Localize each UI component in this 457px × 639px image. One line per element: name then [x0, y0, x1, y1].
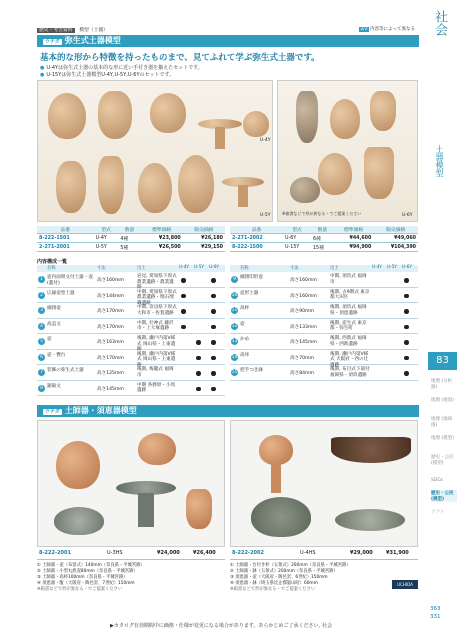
list-item: ② 土師器・小型丸底壺80mm（奈良県・平城宮跡） — [37, 569, 138, 574]
page-number-tab: 83 — [428, 352, 457, 370]
item-number: 14 — [231, 354, 238, 360]
note-badge: 2/2 — [360, 27, 368, 32]
item-name: 高杯 — [240, 306, 250, 311]
item-site: 中期, 壮神式 藤沢市・上大塚遺跡 — [137, 320, 174, 331]
price-sale: ¥49,060 — [373, 234, 418, 243]
model: U-15Y — [283, 243, 311, 252]
item-name: 壺 — [240, 321, 245, 327]
product-code: 8-222-2002 — [232, 550, 264, 556]
list-item — [37, 320, 225, 335]
product-photo-u4hs — [230, 420, 418, 547]
side-tab-2[interactable]: 地理 (地図) — [431, 398, 454, 403]
list-item: ① 土師器・台付き杯（五領式）200mm（奈良県・平城宮跡） — [230, 563, 351, 568]
list-item — [37, 273, 225, 288]
section-title: 土師器・須恵器模型 — [64, 406, 137, 415]
item-site: 岩見, 愛知県下原式 農業遺跡・農業遺跡 — [137, 274, 177, 290]
item-size: 高さ160mm — [97, 278, 124, 283]
price-standard: ¥26,500 — [141, 243, 183, 252]
qty: 4種 — [118, 234, 140, 243]
list-item: ③ 土師器・高杯100mm（奈良県・平城宮跡） — [37, 575, 128, 580]
list-col-u5y: U-5Y — [194, 265, 205, 270]
list-col-size: 寸法 — [290, 266, 299, 271]
item-number: 1 — [38, 276, 45, 283]
list-col-u4y: U-4Y — [179, 265, 190, 270]
item-site: 後期, 梅籠式 福岡市 — [137, 367, 174, 378]
list-item: ③ 須恵器・壺（大阪府・陶邑窯、6世紀）150mm — [230, 575, 328, 580]
price-sale: ¥31,900 — [386, 550, 409, 556]
top-note — [359, 26, 415, 32]
item-name: かめ — [240, 337, 250, 342]
section-header-hajiki — [37, 405, 419, 417]
price-sale: ¥26,400 — [193, 550, 216, 556]
price-row-u4hs — [230, 550, 418, 560]
photo-note: ※箱書などで形が異なる・でご提案ください — [282, 211, 362, 216]
model: U-3HS — [107, 550, 123, 556]
list-col-name: 名称 — [240, 266, 249, 271]
list-col-u6y: U-6Y — [209, 265, 220, 270]
price-sale: ¥26,180 — [183, 234, 225, 243]
included-dot-icon — [181, 309, 186, 314]
list-item — [230, 304, 418, 319]
th-code: 品番 — [230, 226, 283, 234]
included-dot-icon — [404, 356, 409, 361]
item-size: 高さ170mm — [97, 309, 124, 314]
included-dot-icon — [196, 340, 201, 345]
item-size: 高さ163mm — [97, 340, 124, 345]
qty: 15種 — [311, 243, 334, 252]
included-dot-icon — [404, 278, 409, 283]
item-number: 10 — [231, 292, 238, 298]
included-dot-icon — [404, 340, 409, 345]
th-qty: 数量 — [311, 226, 334, 234]
th-price1: 標準価格 — [334, 226, 374, 234]
item-site: 後期, 布目式下部付 福岡県・須玖遺跡 — [330, 367, 370, 378]
product-code: 8-222-1501 — [37, 234, 94, 243]
price-row-u3hs — [37, 550, 225, 560]
included-dot-icon — [211, 356, 216, 361]
list-col-site: 出土 — [137, 266, 146, 271]
price-standard: ¥94,900 — [334, 243, 374, 252]
item-site: 後期, 須玖式 福岡県・須恵遺跡 — [330, 305, 367, 316]
item-number: 12 — [231, 323, 238, 329]
product-photo-u4y-u5y — [37, 80, 273, 222]
th-qty: 数量 — [118, 226, 140, 234]
list-item — [37, 335, 225, 350]
th-model: 型式 — [283, 226, 311, 234]
side-tab-6[interactable]: SDGs — [431, 478, 444, 483]
list-header-left — [37, 265, 225, 272]
item-size: 高さ144mm — [97, 293, 124, 299]
th-model: 型式 — [94, 226, 119, 234]
list-item — [230, 366, 418, 381]
item-name: 装飾の弥生式土器 — [47, 368, 84, 373]
item-number: 6 — [38, 354, 45, 361]
item-number: 13 — [231, 339, 238, 344]
list-item: ① 土師器・壺（布留式）140mm（奈良県・平城宮跡） — [37, 563, 145, 568]
item-name: 把手つき鉢 — [240, 368, 263, 373]
item-name: 細頸壺 — [47, 306, 61, 311]
item-name: 壺形土器 — [240, 290, 259, 296]
footer-text: ▶カタログ有効期間中に価格・仕様が変更になる場合があります。あらかじめご了承ください。 — [110, 623, 324, 629]
th-price1: 標準価格 — [141, 226, 183, 234]
page-number-2: 331 — [430, 614, 441, 620]
item-name: 細頸印形壺 — [240, 275, 263, 280]
item-number: 15 — [231, 370, 238, 375]
included-dot-icon — [181, 325, 186, 330]
included-dot-icon — [211, 309, 216, 314]
category-tag: 歴史・考古資料 — [39, 28, 73, 33]
side-tab-8[interactable]: ソフト — [431, 510, 445, 515]
table-row — [230, 234, 418, 243]
item-size: 高さ170mm — [97, 324, 124, 330]
item-number: 7 — [38, 369, 45, 376]
section-header-yayoi — [37, 35, 419, 47]
th-price2: 販売価格 — [183, 226, 225, 234]
item-size: 高さ84mm — [290, 371, 314, 376]
item-site: 中期 各務原・小馬遺跡 — [137, 382, 176, 393]
included-dot-icon — [196, 371, 201, 376]
side-title: 社会 — [432, 10, 447, 36]
list-item: ④ 須恵器・甑（大阪府・陶邑窯、7世紀）150mm — [37, 581, 135, 586]
page-number-1: 363 — [430, 606, 441, 612]
item-name: 鋸歯文 — [47, 383, 61, 389]
list-col-u6y: U-6Y — [402, 265, 413, 270]
list-col-u4y: U-4Y — [372, 265, 383, 270]
product-code: 2-271-2002 — [230, 234, 283, 243]
included-dot-icon — [196, 387, 201, 392]
item-size: 高さ145mm — [290, 340, 317, 345]
included-dot-icon — [211, 340, 216, 345]
list-item — [230, 289, 418, 304]
included-dot-icon — [404, 309, 409, 314]
item-site: 後期, 瀬戸内第V様式 岡山県・上東遺跡 — [137, 336, 176, 352]
items-u4hs — [230, 563, 418, 593]
product-code: 8-222-1500 — [230, 243, 283, 252]
note-text: 内容等によって異なる — [370, 27, 415, 32]
item-size: 高さ145mm — [97, 386, 124, 392]
item-size: 高さ160mm — [290, 293, 317, 299]
included-dot-icon — [211, 325, 216, 330]
item-site: 中期, 奈良県下原式 大和市・佐賀遺跡 — [137, 305, 177, 316]
model: U-4HS — [300, 550, 316, 556]
item-site: 後期, 瀬戸内第V様式 大阪府・西の辻遺跡 — [330, 351, 369, 368]
side-subject: 土器模型 — [435, 145, 444, 177]
list-item — [230, 273, 418, 288]
item-number: 9 — [231, 276, 238, 283]
side-tab-3[interactable]: 地理 (地球儀) — [431, 417, 453, 428]
item-number: 4 — [38, 323, 45, 330]
price-standard: ¥23,800 — [141, 234, 183, 243]
included-dot-icon — [211, 294, 216, 299]
side-tab-7[interactable]: 歴史・公民 (模型) — [431, 490, 457, 502]
list-header-right — [230, 265, 418, 272]
list-col-size: 寸法 — [97, 266, 106, 271]
bullet-2: ● U-15Yは弥生式土器模型U-4Y,U-5Y,U-6Yのセットです。 — [40, 71, 174, 78]
subcategory-tag: 模型（土器） — [79, 28, 108, 33]
photo-label-u5y: U-5Y — [260, 213, 271, 218]
side-tab-5[interactable]: 歴史・公民 (模型) — [431, 455, 454, 466]
item-number: 11 — [231, 308, 238, 313]
price-table-left — [37, 226, 225, 252]
item-size: 高さ70mm — [290, 355, 314, 361]
item-size: 高さ133mm — [290, 324, 317, 330]
product-code: 2-271-2001 — [37, 243, 94, 252]
items-u3hs — [37, 563, 225, 593]
list-title: 内容構成一覧 — [37, 259, 68, 265]
item-number: 5 — [38, 338, 45, 345]
item-size: 高さ160mm — [290, 278, 317, 283]
headline: 基本的な形から特徴を持ったものまで、見てふれて学ぶ弥生式土器です。 — [40, 53, 320, 63]
included-dot-icon — [211, 387, 216, 392]
price-sale: ¥104,390 — [373, 243, 418, 252]
bullet-1: ● U-4Yは弥生式土器の基本的な形に近い手付き器を揃えたセットです。 — [40, 64, 203, 71]
included-dot-icon — [211, 371, 216, 376]
item-name: 壺内面刻文付土器・壺(蓋付) — [47, 275, 93, 286]
qty: 5種 — [118, 243, 140, 252]
th-code: 品番 — [37, 226, 94, 234]
photo-label-u4y: U-4Y — [260, 138, 271, 143]
item-name: 壺・甕台 — [47, 352, 66, 358]
included-dot-icon — [211, 278, 216, 283]
list-item — [37, 382, 225, 397]
item-number: 2 — [38, 292, 45, 299]
price-sale: ¥29,150 — [183, 243, 225, 252]
list-item — [37, 289, 225, 304]
list-item — [37, 351, 225, 366]
list-col-u5y: U-5Y — [387, 265, 398, 270]
photo-label-u6y: U-6Y — [402, 213, 413, 218]
qty: 6種 — [311, 234, 334, 243]
list-item — [37, 366, 225, 381]
model: U-6Y — [283, 234, 311, 243]
note: ※箱書などで形が異なる・でご提案ください — [230, 587, 316, 592]
list-item — [230, 320, 418, 335]
table-row — [37, 243, 225, 252]
side-tab-4[interactable]: 地理 (模型) — [431, 436, 454, 441]
list-item: ② 土師器・鉢（五領式）200mm（奈良県・平城宮跡） — [230, 569, 338, 574]
item-size: 高さ125mm — [97, 371, 124, 376]
included-dot-icon — [404, 371, 409, 376]
model: U-4Y — [94, 234, 119, 243]
item-site: 中期, 愛知県下原式 農業遺跡・埋石埋蔵遺跡 — [137, 289, 177, 306]
list-item — [230, 335, 418, 350]
price-table-right — [230, 226, 418, 252]
price-standard: ¥24,000 — [157, 550, 180, 556]
product-code: 8-222-2001 — [39, 550, 71, 556]
price-standard: ¥29,000 — [350, 550, 373, 556]
product-photo-u3hs — [37, 420, 225, 547]
item-site: 後期, 壺生式 東京都・弥生町 — [330, 320, 367, 331]
item-site: 後期, 瀬戸内第V様式 岡山県・上東遺跡 — [137, 351, 176, 368]
item-size: 高さ90mm — [290, 309, 314, 314]
included-dot-icon — [181, 278, 186, 283]
item-number: 3 — [38, 307, 45, 314]
list-col-name: 名称 — [47, 266, 56, 271]
brand-label: ウチダ — [45, 409, 60, 415]
list-item — [37, 304, 225, 319]
included-dot-icon — [404, 325, 409, 330]
product-photo-u6y — [277, 80, 418, 222]
list-item — [230, 351, 418, 366]
item-size: 高さ170mm — [97, 355, 124, 361]
note: ※箱書などで形が異なる・でご提案ください — [37, 587, 123, 592]
item-site: 後期, 西新式 福岡県・西新遺跡 — [330, 336, 367, 347]
included-dot-icon — [404, 294, 409, 299]
item-name: 高坏 — [240, 352, 250, 358]
list-item: ④ 須恵器・鉢（埼玉県比企郡嵐山町）60mm — [230, 581, 318, 586]
uchida-logo: UCHIDA — [392, 580, 418, 589]
item-name: 広縁壺型土器 — [47, 290, 75, 296]
item-site: 中期, 須玖式 福岡市 — [330, 274, 367, 285]
included-dot-icon — [181, 294, 186, 299]
side-tab-1[interactable]: 地理 (分析器) — [431, 379, 453, 390]
table-row — [230, 243, 418, 252]
top-bar — [37, 26, 415, 33]
section-title: 弥生式土器模型 — [64, 36, 121, 45]
model: U-5Y — [94, 243, 119, 252]
price-standard: ¥44,600 — [334, 234, 374, 243]
item-site: 後期, 古9期式 東京都大田区 — [330, 289, 370, 300]
footer-mark: 社会 — [322, 623, 333, 629]
table-row — [37, 234, 225, 243]
item-number: 8 — [38, 385, 45, 392]
included-dot-icon — [196, 356, 201, 361]
list-col-site: 出土 — [330, 266, 339, 271]
brand-label: ウチダ — [45, 39, 60, 45]
item-name: 高盃文 — [47, 321, 61, 327]
item-name: 壺 — [47, 337, 52, 342]
th-price2: 販売価格 — [373, 226, 418, 234]
